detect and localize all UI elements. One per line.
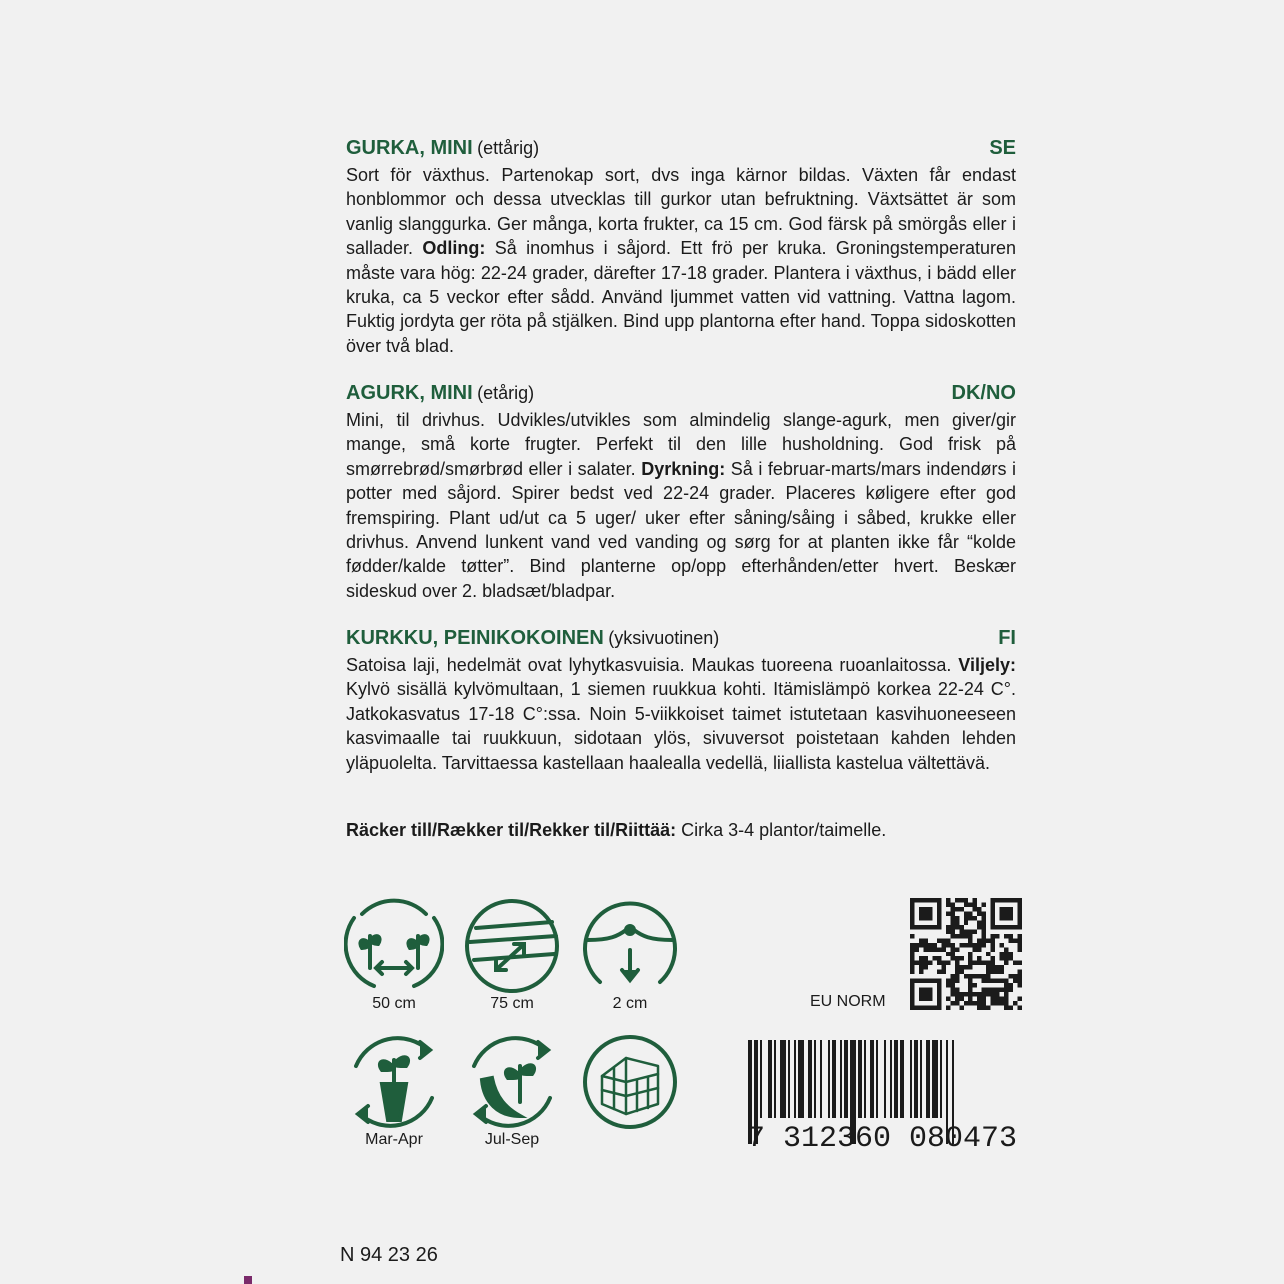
eu-norm-label: EU NORM bbox=[810, 993, 886, 1010]
section-body: Mini, til drivhus. Udvikles/utvikles som almindelig slange-agurk, men giver/gir mange, små korte frugter. Perfekt til den lille husholdning. God frisk på smørrebrød/smørbrød eller i salater. Dyrkning: Så i februar-marts/mars indendørs i potter med såjord. Spirer bedst ved 22-24 grader. Placeres køligere efter god fremspiring. Plant ud/ut ca 5 uger/ uker efter såning/såing i såbed, krukke eller drivhus. Anvend lunkent vand ved vanding og sørg for at planten ikke får “kolde fødder/kalde tøtter”. Bind planterne op/opp efterhånden/etter hvert. Beskær sideskud over 2. bladsæt/bladpar. bbox=[346, 410, 1016, 601]
section-subtitle: (yksivuotinen) bbox=[608, 628, 720, 648]
sowing-time-icon bbox=[344, 1032, 444, 1132]
sowing-depth-icon bbox=[580, 896, 680, 996]
harvest-time-icon bbox=[462, 1032, 562, 1132]
section-fi bbox=[346, 627, 1016, 775]
row-spacing-icon bbox=[462, 896, 562, 996]
harvest-time-label: Jul-Sep bbox=[484, 1131, 540, 1148]
language-code: FI bbox=[998, 627, 1016, 649]
language-code: SE bbox=[989, 137, 1016, 159]
sowing-time-label: Mar-Apr bbox=[365, 1131, 423, 1148]
section-title: AGURK, MINI bbox=[346, 382, 473, 404]
barcode-digits: 7 312360 080473 bbox=[746, 1122, 1018, 1152]
yield-info bbox=[346, 820, 886, 841]
plant-spacing-label: 50 cm bbox=[372, 995, 416, 1012]
section-dk-no bbox=[346, 382, 1016, 603]
product-code: N 94 23 26 bbox=[340, 1244, 438, 1266]
yield-value: Cirka 3-4 plantor/taimelle. bbox=[676, 820, 887, 840]
packet-edge bbox=[244, 1276, 252, 1284]
cultivation-label: Odling: bbox=[422, 238, 486, 259]
section-header bbox=[346, 382, 1016, 408]
section-subtitle: (ettårig) bbox=[477, 138, 540, 158]
yield-label: Räcker till/Rækker til/Rekker til/Riittää: bbox=[346, 820, 677, 840]
section-se bbox=[346, 137, 1016, 358]
section-title: KURKKU, PEINIKOKOINEN bbox=[346, 627, 604, 649]
sowing-depth-label: 2 cm bbox=[612, 995, 648, 1012]
section-body: Satoisa laji, hedelmät ovat lyhytkasvuisia. Maukas tuoreena ruoanlaitossa. Viljely: Kylvö sisällä kylvömultaan, 1 siemen ruukkua kohti. Itämislämpö korkea 22-24 C°. Jatkokasvatus 17-18 C°:ssa. Noin 5-viikkoiset taimet istutetaan kasvihuoneeseen kasvimaalle tai ruukkuun, sidotaan ylös, sivuversot poistetaan kahden lehden yläpuolelta. Tarvittaessa kastellaan haalealla vedellä, liiallista kastelua vältettävä. bbox=[346, 655, 1016, 773]
row-spacing-label: 75 cm bbox=[490, 995, 534, 1012]
section-body: Sort för växthus. Partenokap sort, dvs inga kärnor bildas. Växten får endast honblommor och dessa utvecklas till gurkor utan befruktning. Växtsättet är som vanlig slanggurka. Ger många, korta frukter, ca 15 cm. God färsk på smörgås eller i sallader. Odling: Så inomhus i såjord. Ett frö per kruka. Groningstemperaturen måste vara hög: 22-24 grader, därefter 17-18 grader. Plantera i växthus, i bädd eller kruka, ca 5 veckor efter sådd. Använd ljummet vatten vid vattning. Vattna lagom. Fuktig jordyta ger röta på stjälken. Bind upp plantorna efter hand. Toppa sidoskotten över två blad. bbox=[346, 165, 1016, 356]
section-title: GURKA, MINI bbox=[346, 137, 473, 159]
language-code: DK/NO bbox=[951, 382, 1016, 404]
section-header bbox=[346, 137, 1016, 163]
qr-code[interactable] bbox=[910, 898, 1022, 1010]
section-header bbox=[346, 627, 1016, 653]
cultivation-label: Viljely: bbox=[958, 655, 1016, 675]
barcode bbox=[744, 1040, 1020, 1152]
greenhouse-icon bbox=[580, 1032, 680, 1132]
section-subtitle: (etårig) bbox=[477, 383, 535, 403]
cultivation-label: Dyrkning: bbox=[641, 458, 726, 479]
plant-spacing-icon bbox=[344, 896, 444, 996]
